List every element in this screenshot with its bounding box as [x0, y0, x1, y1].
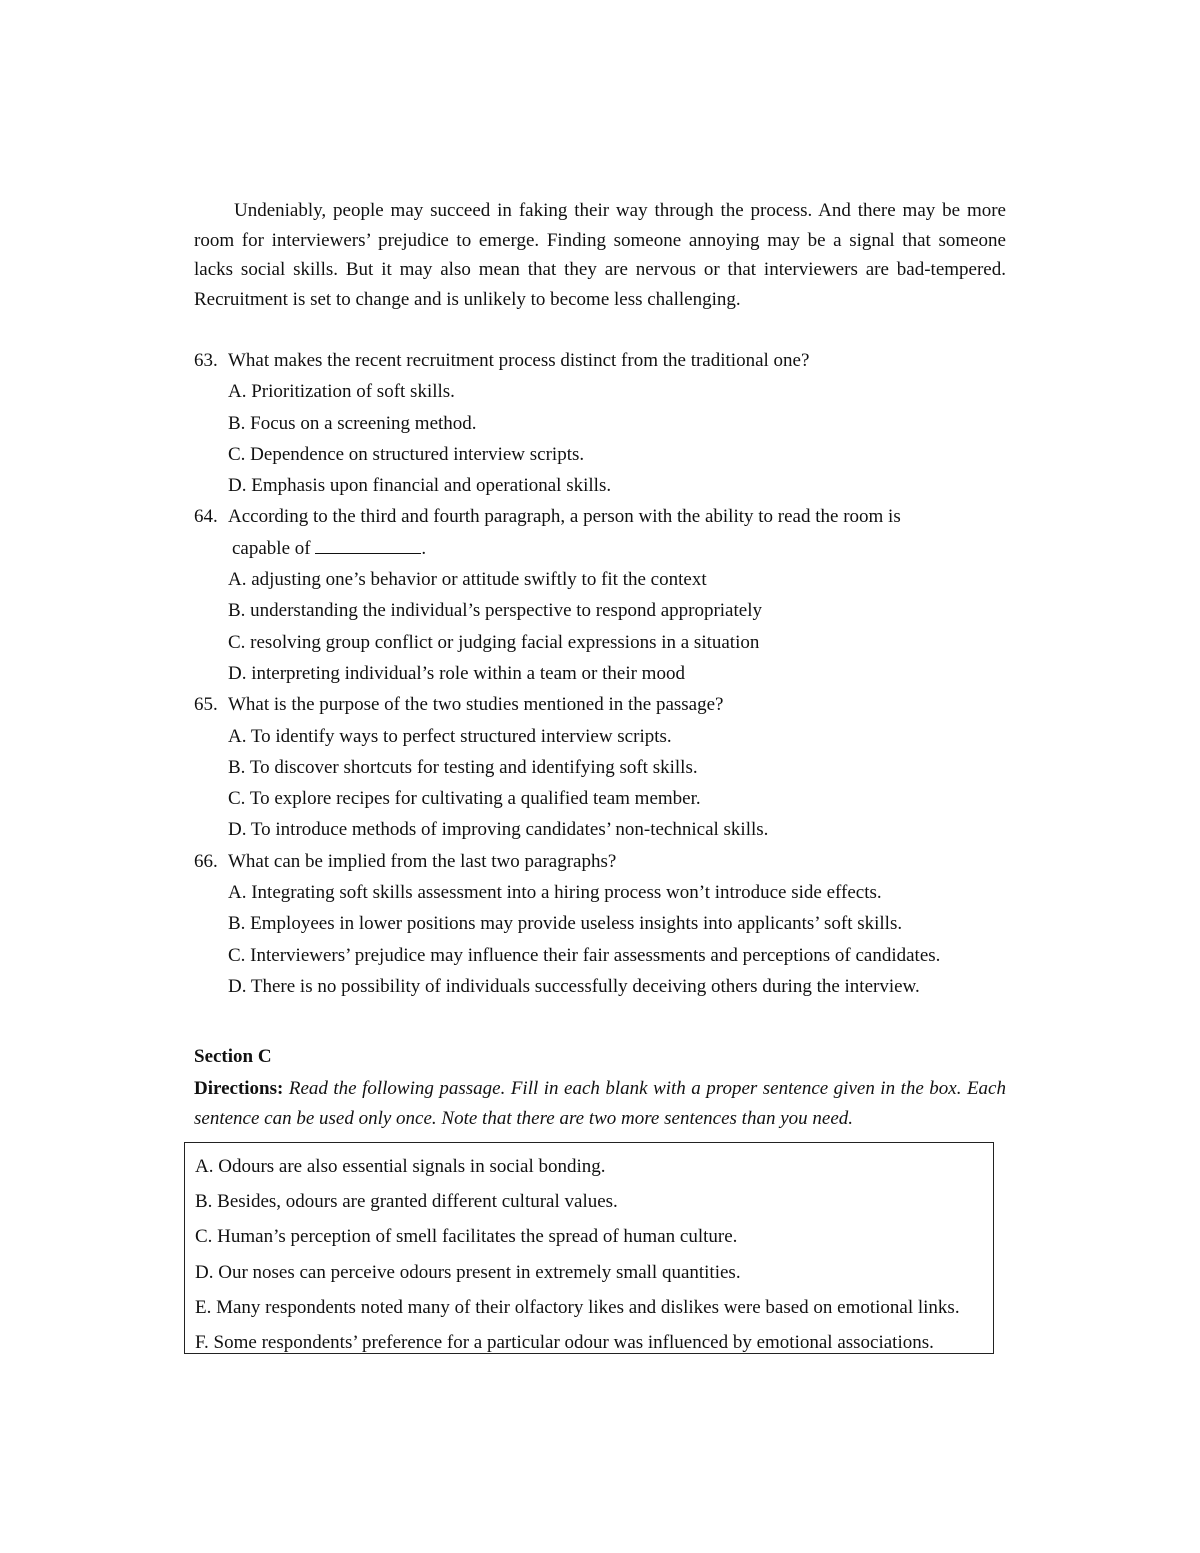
question-text: What can be implied from the last two paragraphs?	[228, 850, 617, 872]
option-c: C. resolving group conflict or judging facial expressions in a situation	[228, 631, 760, 653]
question-number: 63.	[194, 350, 218, 371]
section-heading: Section C	[194, 1046, 272, 1067]
question-text-end: .	[421, 537, 427, 559]
question-63	[194, 345, 1024, 501]
option-b: B. To discover shortcuts for testing and identifying soft skills.	[228, 756, 698, 778]
option-c: C. To explore recipes for cultivating a qualified team member.	[228, 788, 701, 810]
passage-paragraph: Undeniably, people may succeed in faking their way through the process. And there may be more room for interviewers’ prejudice to emerge. Finding someone annoying may be a signal that someone lacks social skills. But it may also mean that they are nervous or that interviewers are bad-tempered. Recruitment is set to change and is unlikely to become less challenging.	[194, 200, 1006, 310]
sentence-option-b: B. Besides, odours are granted different cultural values.	[195, 1191, 618, 1213]
option-a: A. Prioritization of soft skills.	[228, 381, 455, 403]
question-text: What is the purpose of the two studies mentioned in the passage?	[228, 694, 724, 716]
question-text: According to the third and fourth paragraph, a person with the ability to read the room is	[228, 506, 901, 528]
option-d: D. To introduce methods of improving candidates’ non-technical skills.	[228, 819, 769, 841]
option-a: A. To identify ways to perfect structured interview scripts.	[228, 725, 672, 747]
sentence-option-a: A. Odours are also essential signals in social bonding.	[195, 1156, 606, 1177]
option-d: D. Emphasis upon financial and operational skills.	[228, 475, 612, 497]
sentence-option-d: D. Our noses can perceive odours present in extremely small quantities.	[195, 1261, 741, 1283]
question-text: What makes the recent recruitment process distinct from the traditional one?	[228, 350, 810, 371]
question-stem	[194, 345, 1024, 376]
option-b: B. Employees in lower positions may provide useless insights into applicants’ soft skills.	[228, 913, 903, 935]
question-64	[194, 501, 1024, 689]
sentence-option-e: E. Many respondents noted many of their olfactory likes and dislikes were based on emotional links.	[195, 1296, 960, 1318]
option-d: D. interpreting individual’s role within a team or their mood	[228, 662, 685, 684]
option-c: C. Dependence on structured interview scripts.	[228, 443, 585, 465]
sentence-options-box	[184, 1142, 994, 1354]
option-d: D. There is no possibility of individuals successfully deceiving others during the interview.	[228, 975, 920, 997]
directions-text: Read the following passage. Fill in each blank with a proper sentence given in the box. Each sentence can be used only once. Note that there are two more sentences than you need.	[194, 1078, 1006, 1129]
question-number: 66.	[194, 850, 218, 872]
question-number: 64.	[194, 506, 218, 528]
directions-label: Directions:	[194, 1078, 284, 1099]
question-stem	[194, 689, 1024, 720]
question-number: 65.	[194, 694, 218, 716]
question-text-cont: capable of	[232, 537, 316, 559]
question-stem	[194, 501, 1024, 532]
section-directions	[194, 1074, 1006, 1133]
sentence-option-f: F. Some respondents’ preference for a particular odour was influenced by emotional associations.	[195, 1332, 934, 1354]
option-b: B. understanding the individual’s perspective to respond appropriately	[228, 600, 762, 622]
question-stem-continuation	[194, 533, 1024, 564]
option-a: A. Integrating soft skills assessment into a hiring process won’t introduce side effects.	[228, 882, 882, 904]
answer-blank	[315, 537, 421, 554]
option-c: C. Interviewers’ prejudice may influence their fair assessments and perceptions of candidates.	[228, 944, 941, 966]
option-a: A. adjusting one’s behavior or attitude swiftly to fit the context	[228, 569, 707, 591]
question-list	[194, 345, 1024, 1002]
question-stem	[194, 846, 1024, 877]
question-65	[194, 689, 1024, 845]
question-66	[194, 846, 1024, 1002]
option-b: B. Focus on a screening method.	[228, 412, 477, 434]
sentence-option-c: C. Human’s perception of smell facilitates the spread of human culture.	[195, 1226, 738, 1248]
